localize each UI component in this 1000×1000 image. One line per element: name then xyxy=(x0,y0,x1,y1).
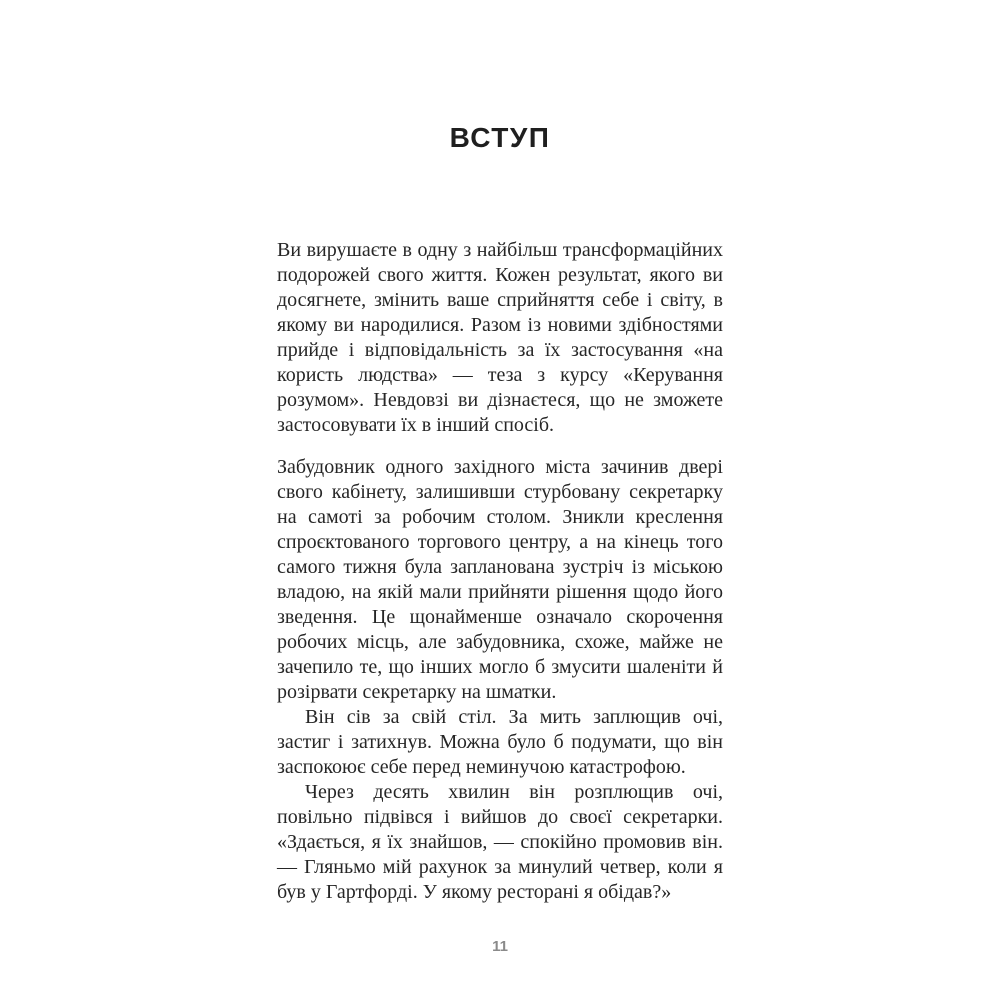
text-block xyxy=(277,238,723,905)
body-paragraph: Ви вирушаєте в одну з найбільш трансформаційних подорожей свого життя. Кожен результат, якого ви досягнете, змінить ваше сприйняття себе і світу, в якому ви народилися. Разом із новими здібностями прийде і відповідальність за їх застосування «на користь людства» — теза з курсу «Керування розумом». Невдовзі ви дізнаєтеся, що не зможете застосовувати їх в інший спосіб. xyxy=(277,239,723,436)
body-paragraph: Забудовник одного західного міста зачинив двері свого кабінету, залишивши стурбовану секретарку на самоті за робочим столом. Зникли креслення спроєктованого торгового центру, а на кінець того самого тижня була запланована зустріч із міською владою, на якій мали прийняти рішення щодо його зведення. Це щонайменше означало скорочення робочих місць, але забудовника, схоже, майже не зачепило те, що інших могло б змусити шаленіти й розірвати секретарку на шматки. xyxy=(277,456,723,703)
page-number: 11 xyxy=(492,938,508,955)
chapter-title: ВСТУП xyxy=(449,122,551,153)
body-paragraph: Через десять хвилин він розплющив очі, повільно підвівся і вийшов до своєї секретарки. «Здається, я їх знайшов, — спокійно промовив він. — Гляньмо мій рахунок за минулий четвер, коли я був у Гартфорді. У якому ресторані я обідав?» xyxy=(277,781,723,903)
body-paragraph: Він сів за свій стіл. За мить заплющив очі, застиг і затихнув. Можна було б подумати, що він заспокоює себе перед неминучою катастрофою. xyxy=(277,706,723,778)
